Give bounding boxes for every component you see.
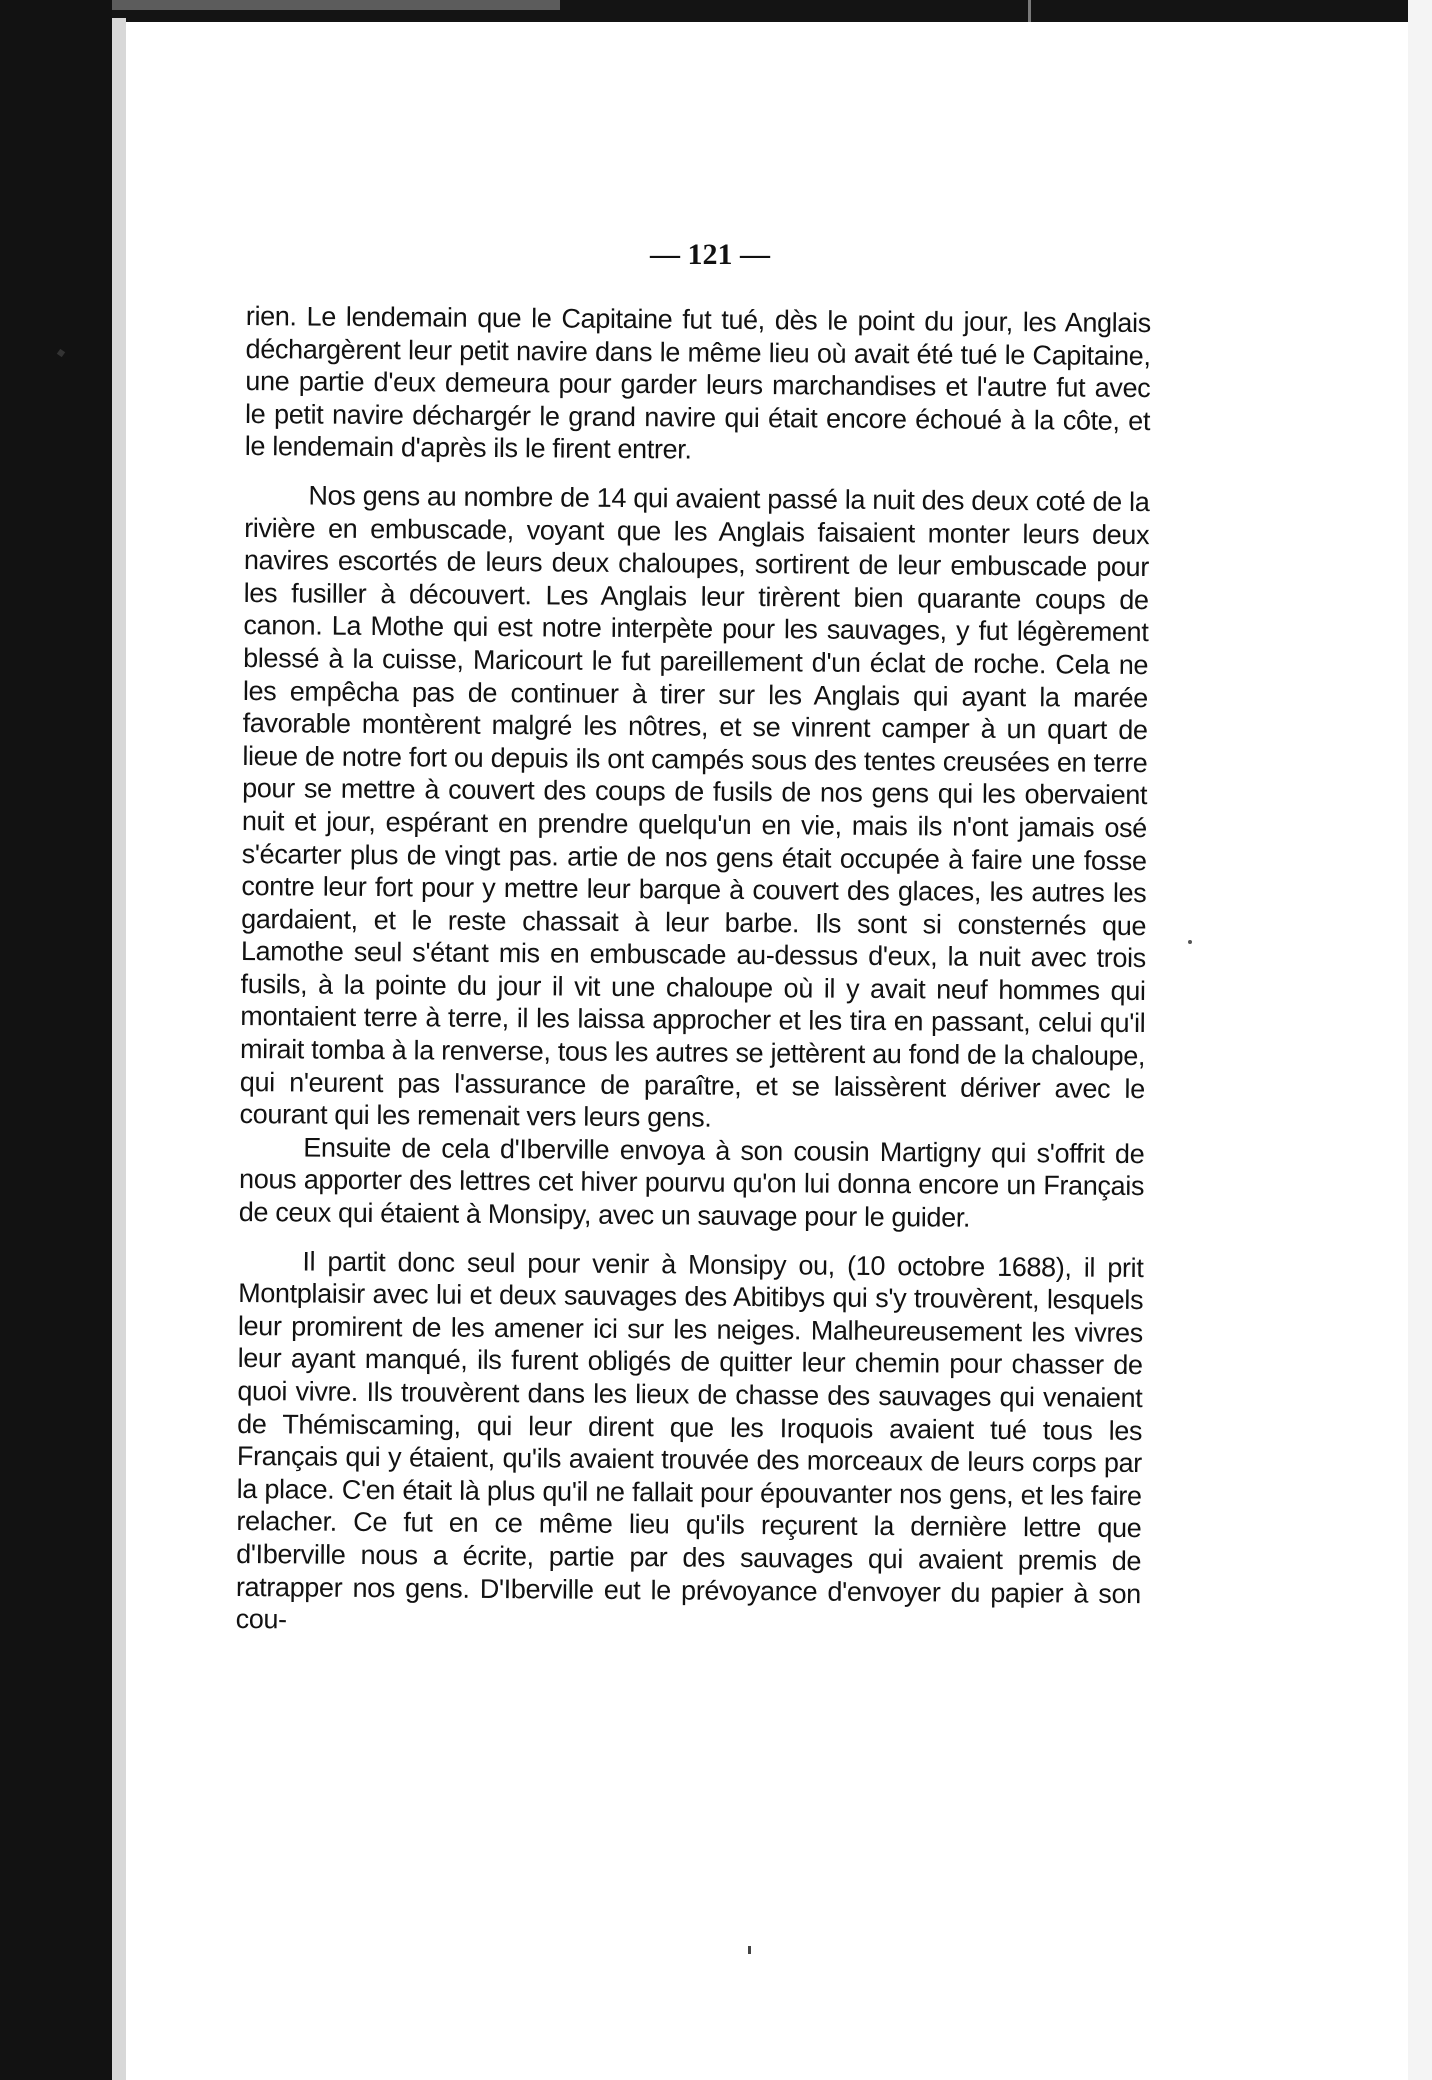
paragraph: Ensuite de cela d'Iberville envoya à son cousin Martigny qui s'offrit de nous apporter des lettres cet hiver pourvu qu'on lui donna encore un Français de ceux qui étaient à Monsipy, avec un sauvage pour le guider. xyxy=(238,1132,1145,1233)
paragraph: rien. Le lendemain que le Capitaine fut tué, dès le point du jour, les Anglais déchargèrent leur petit navire dans le même lieu où avait été tué le Capitaine, une partie d'eux demeura pour garder leurs marchandises et l'autre fut avec le petit navire déchargér le grand navire qui était encore échoué à la côte, et le lendemain d'après ils le firent entrer. xyxy=(244,300,1151,465)
scan-speck xyxy=(1028,0,1031,22)
page-edge-shadow xyxy=(112,18,126,2080)
scan-left-border xyxy=(0,0,112,2080)
scan-speck xyxy=(1188,940,1192,944)
paragraph: Il partit donc seul pour venir à Monsipy ou, (10 octobre 1688), il prit Montplaisir avec lui et deux sauvages des Abitibys qui s'y trouvèrent, lesquels leur promirent de les amener ici sur les neiges. Malheureusement les vivres leur ayant manqué, ils furent obligés de quitter leur chemin pour chasser de quoi vivre. Ils trouvèrent dans les lieux de chasse des sauvages qui venaient de Thémiscaming, qui leur dirent que les Iroquois avaient tué tous les Français qui y étaient, qu'ils avaient trouvée des morceaux de leurs corps par la place. C'en était là plus qu'il ne fallait pour épouvanter nos gens, et les faire relacher. Ce fut en ce même lieu qu'ils reçurent la dernière lettre que d'Iberville nous a écrite, partie par des sauvages qui avaient premis de ratrapper nos gens. D'Iberville eut le prévoyance d'envoyer du papier à son cou- xyxy=(235,1246,1144,1635)
page-number: — 121 — xyxy=(650,238,770,271)
paragraph: Nos gens au nombre de 14 qui avaient passé la nuit des deux coté de la rivière en embuscade, voyant que les Anglais faisaient monter leurs deux navires escortés de leurs deux chaloupes, sortirent de leur embuscade pour les fusiller à découvert. Les Anglais leur tirèrent bien quarante coups de canon. La Mothe qui est notre interpète pour les sauvages, y fut légèrement blessé à la cuisse, Maricourt le fut pareillement d'un éclat de roche. Cela ne les empêcha pas de continuer à tirer sur les Anglais qui ayant la marée favorable montèrent malgré les nôtres, et se vinrent camper à un quart de lieue de notre fort ou depuis ils ont campés sous des tentes creusées en terre pour se mettre à couvert des coups de fusils de nos gens qui les obervaient nuit et jour, espérant en prendre quelqu'un en vie, mais ils n'ont jamais osé s'écarter plus de vingt pas. artie de nos gens était occupée à faire une fosse contre leur fort pour y mettre leur barque à couvert des glaces, les autres les gardaient, et le reste chassait à leur barbe. Ils sont si consternés que Lamothe seul s'étant mis en embuscade au-dessus d'eux, la nuit avec trois fusils, à la pointe du jour il vit une chaloupe où il y avait neuf hommes qui montaient terre à terre, il les laissa approcher et les tira en passant, celui qu'il mirait tomba à la renverse, tous les autres se jettèrent au fond de la chaloupe, qui n'eurent pas l'assurance de paraître, et se laissèrent dériver avec le courant qui les remenait vers leurs gens. xyxy=(239,480,1150,1133)
scan-right-edge xyxy=(1408,0,1432,2080)
body-text xyxy=(236,300,1151,1643)
scan-speck xyxy=(748,1946,751,1954)
